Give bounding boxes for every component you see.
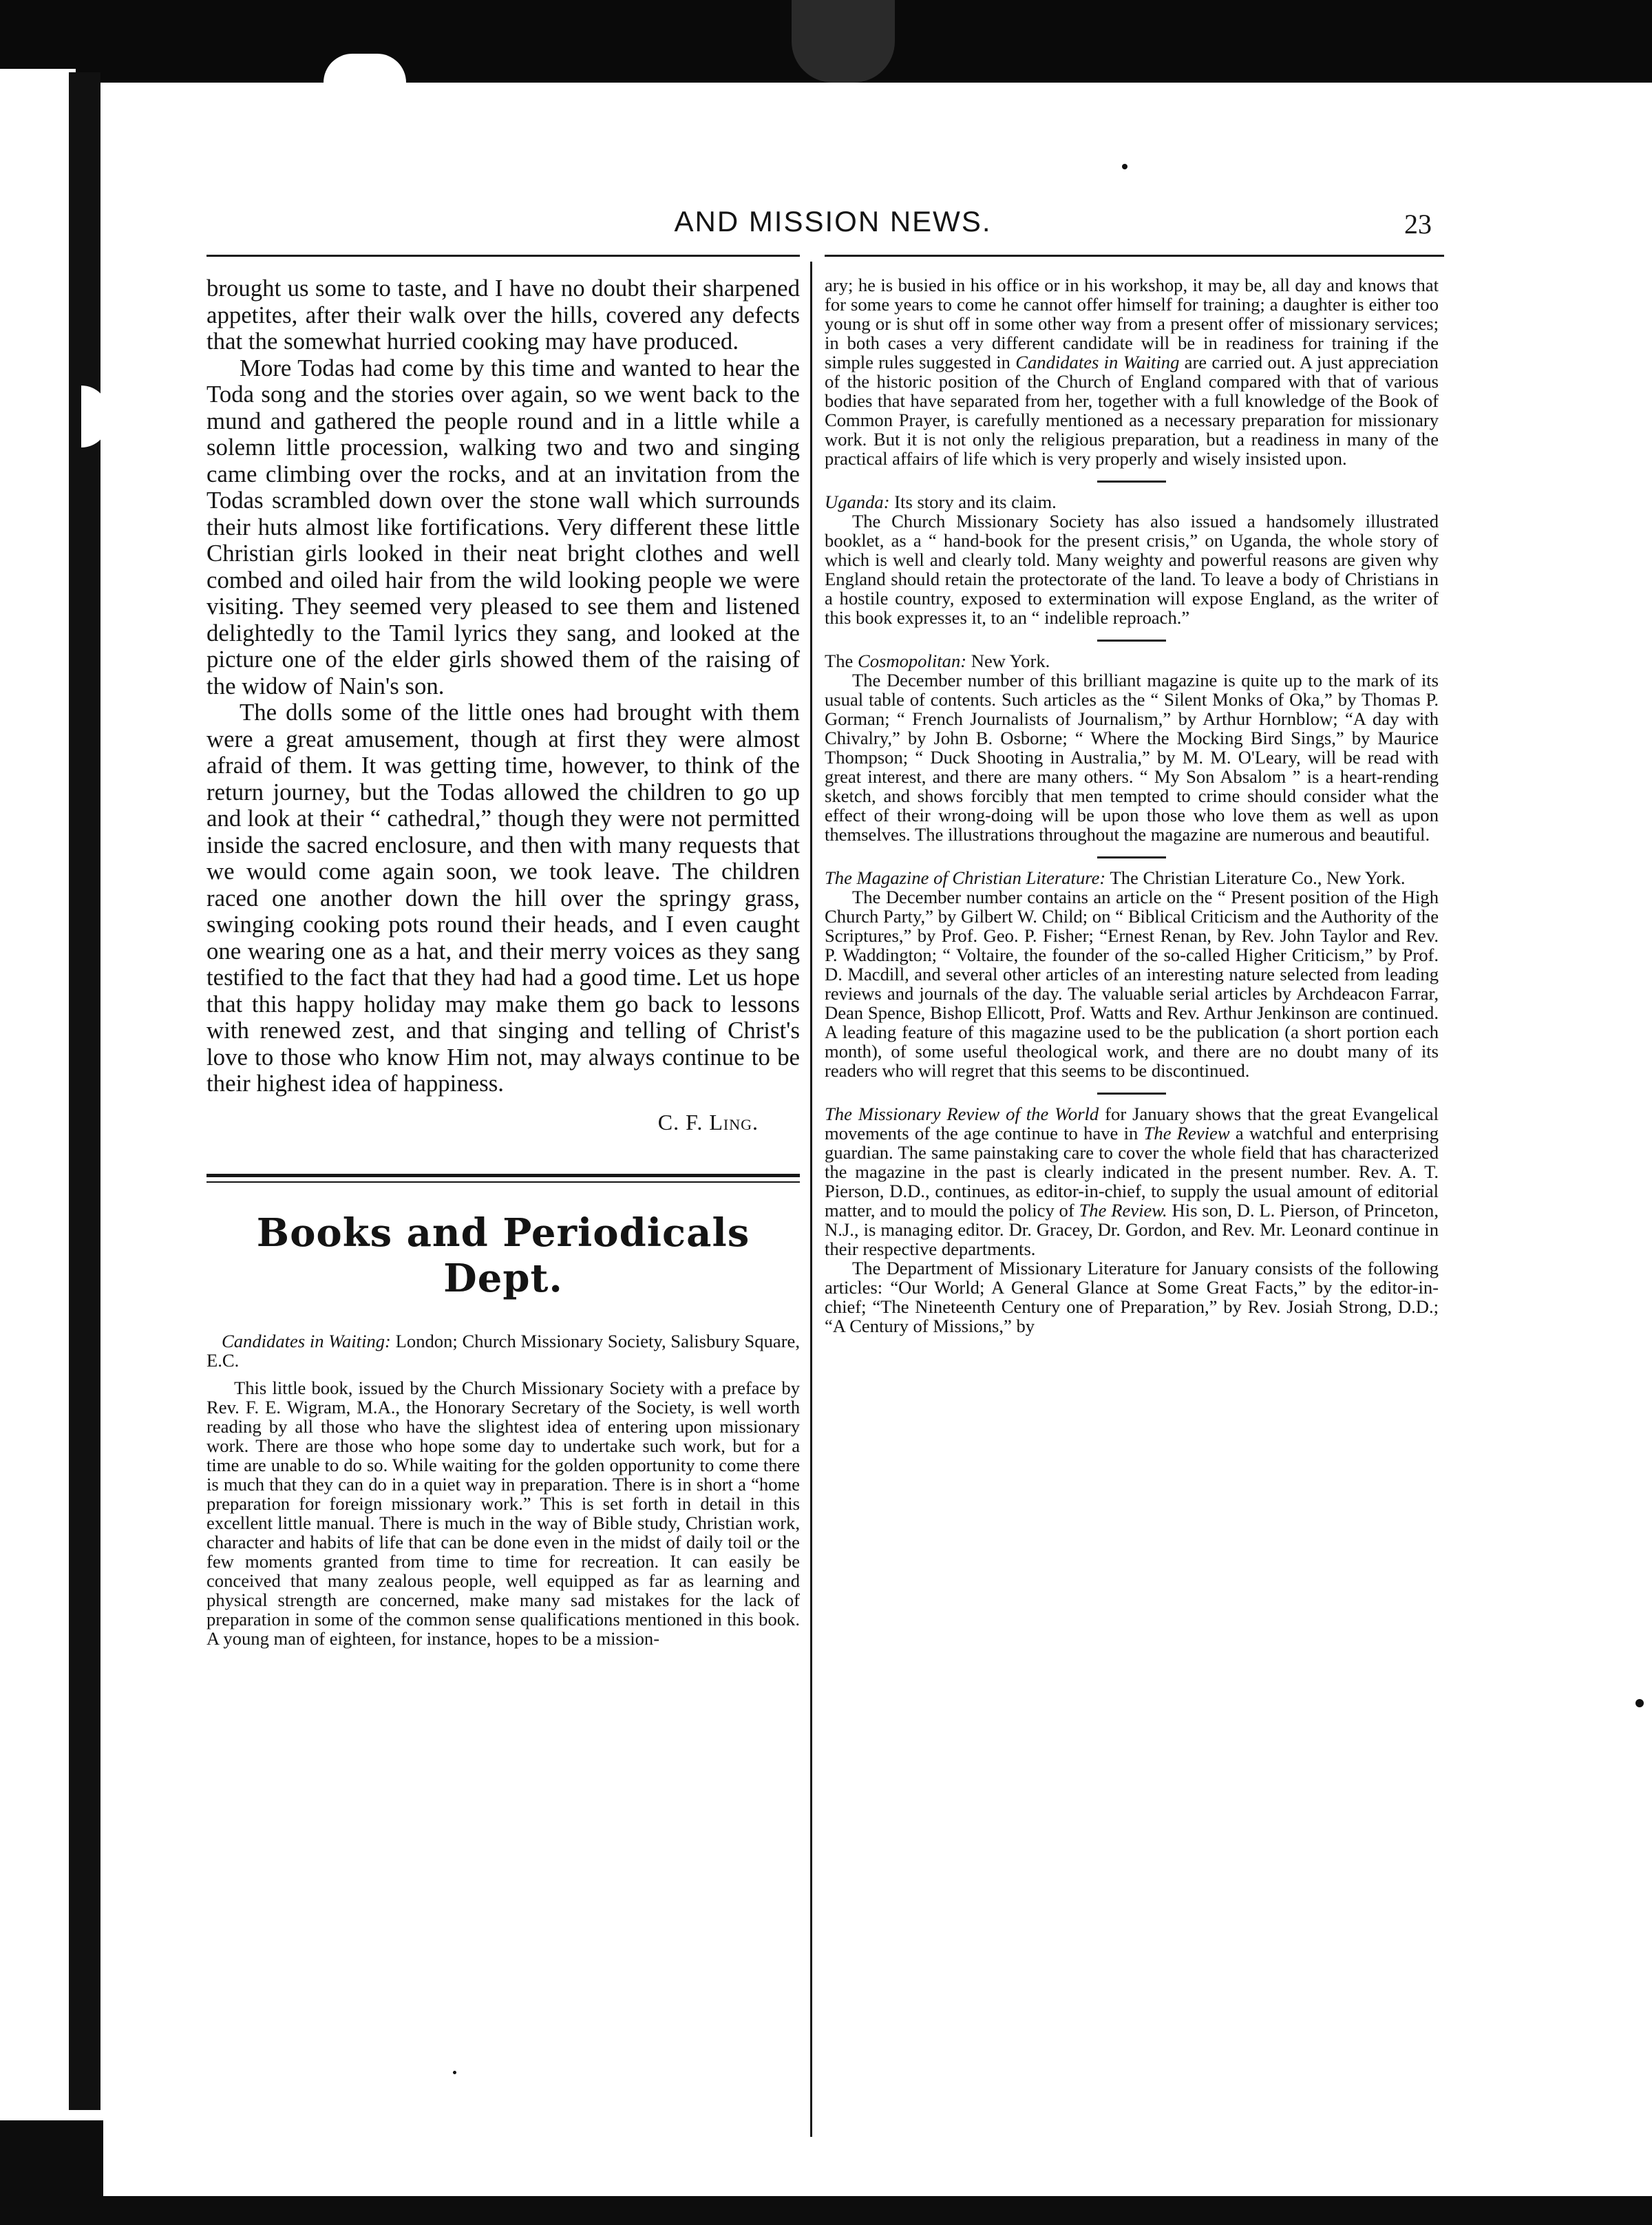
review-text: ary; he is busied in his office or in his workshop, it may be, all day and knows that for some years to come he cannot offer himself for training; a daughter is either too young or is shut off in some other way from a present offer of missionary services; in both cases a very different candidate will be in readiness for training if the simple rules suggested in bbox=[825, 275, 1439, 372]
review-paragraph: The December number of this brilliant magazine is quite up to the mark of its usual table of contents. Such articles as the “ Silent Monks of Oka,” by Thomas P. Gorman; “ French Journalists of Journalism,” by Arthur Hornblow; “A day with Chivalry,” by John B. Osborne; “ Where the Mocking Bird Sings,” by Maurice Thompson; “ Duck Shooting in Australia,” by M. M. O'Leary, will be read with great interest, and there are many others. “ My Son Absalom ” is a heart-rending sketch, and shows forcibly that men tempted to crime should consider what the effect of their wrong-doing will be upon those who love them as well as upon themselves. The illustrations throughout the magazine are numerous and beautiful. bbox=[825, 670, 1439, 845]
review-uganda bbox=[825, 492, 1439, 627]
review-title-prefix: The bbox=[825, 651, 858, 671]
article-paragraph: The dolls some of the little ones had brought with them were a great amusement, though at first they were almost afraid of them. It was getting time, however, to think of the return journey, but the Todas allowed the children to go up and look at their “ cathedral,” though they were not permitted inside the sacred enclosure, and then with many requests that we would come again soon, we took leave. The children raced one another down the hill over the springy grass, swinging cooking pots round their heads, and I even caught one wearing one as a hat, and their merry voices as they sang testified to the fact that they had had a good time. Let us hope that this happy holiday may make them go back to lessons with renewed zest, and that singing and telling of Christ's love to those who know Him not, may always continue to be their highest idea of happiness. bbox=[206, 699, 800, 1097]
review-title: Candidates in Waiting: bbox=[222, 1330, 391, 1351]
review-title: Uganda: bbox=[825, 492, 890, 512]
column-divider bbox=[810, 262, 812, 2137]
scan-border-bottom bbox=[0, 2196, 1652, 2225]
scan-stamp-mark bbox=[792, 0, 895, 83]
page-number: 23 bbox=[1404, 209, 1432, 240]
review-paragraph: This little book, issued by the Church Missionary Society with a preface by Rev. F. E. Wigram, M.A., the Honorary Secretary of the Society, is well worth reading by all those who have the slightest idea of entering upon missionary work. There are those who hope some day to undertake such work, but for a time are unable to do so. While waiting for the golden opportunity to come there is much that they can do in a quiet way in preparation. There is in short a “home preparation for foreign missionary work.” This is set forth in detail in this excellent little manual. There is much in the way of Bible study, Christian work, character and habits of life that can be done even in the midst of daily toil or the few moments granted from time to time for recreation. It can easily be conceived that many zealous people, well equipped as far as learning and physical strength are concerned, make many sad mistakes for the lack of preparation in some of the common sense qualifications mentioned in this book. A young man of eighteen, for instance, hopes to be a mission- bbox=[206, 1377, 800, 1649]
review-separator bbox=[1097, 1093, 1166, 1095]
review-citation bbox=[825, 492, 1439, 512]
article-body bbox=[206, 275, 800, 1097]
review-text: a watchful and enterprising guardian. The same painstaking care to cover the whole field that has characterized the magazine in the past is clearly indicated in the present number. Rev. A. T. Pierson, D.D., continues, as editor-in-chief, to supply the usual amount of editorial matter, and to mould the policy of bbox=[825, 1123, 1439, 1221]
review-candidates-continued bbox=[825, 275, 1439, 468]
review-inline-title: The Review bbox=[1143, 1123, 1230, 1143]
review-citation-text: New York. bbox=[966, 651, 1050, 671]
review-christian-literature bbox=[825, 868, 1439, 1080]
section-rule-thin bbox=[206, 1181, 800, 1183]
review-cosmopolitan bbox=[825, 651, 1439, 844]
review-citation bbox=[825, 651, 1439, 671]
department-heading: Books and Periodicals Dept. bbox=[256, 1210, 750, 1301]
review-separator bbox=[1097, 640, 1166, 642]
review-paragraph: The Department of Missionary Literature for January consists of the following articles: “Our World; A General Glance at Some Great Facts,” by the editor-in-chief; “The Nineteenth Century one of Preparation,” by Rev. Josiah Strong, D.D.; “A Century of Missions,” by bbox=[825, 1258, 1439, 1336]
review-inline-title: The Review. bbox=[1079, 1200, 1167, 1221]
section-rule-thick bbox=[206, 1174, 800, 1177]
scan-binding-hole bbox=[81, 386, 109, 447]
review-citation bbox=[825, 868, 1439, 887]
right-column bbox=[825, 275, 1439, 1336]
review-missionary-review bbox=[825, 1104, 1439, 1336]
running-title: AND MISSION NEWS. bbox=[674, 205, 992, 238]
review-paragraph: The December number contains an article on the “ Present position of the High Church Party,” by Gilbert W. Child; on “ Biblical Criticism and the Authority of the Scriptures,” by Prof. Geo. P. Fisher; “Ernest Renan, by Rev. John Taylor and Rev. P. Waddington; “ Voltaire, the founder of the so-called Higher Criticism,” by Prof. D. Macdill, and several other articles of an interesting nature selected from leading reviews and journals of the day. The valuable serial articles by Archdeacon Farrar, Dean Spence, Bishop Ellicott, Prof. Watts and Rev. Arthur Jenkinson are continued. A leading feature of this magazine used to be the publication (a short portion each month), of some useful theological work, and there are no doubt many of its readers who will regret that this seems to be discontinued. bbox=[825, 887, 1439, 1081]
article-paragraph: More Todas had come by this time and wanted to hear the Toda song and the stories over again, so we went back to the mund and gathered the people round and in a little while a solemn little procession, walking two and two and singing came climbing over the rocks, and at an invitation from the Todas scrambled down over the stone wall which surrounds their huts almost like fortifications. Very different these little Christian girls looked in their neat bright clothes and well combed and oiled hair from the wild looking people we were visiting. They seemed very pleased to see them and listened delightedly to the Tamil lyrics they sang, and looked at the picture one of the elder girls showed them of the raising of the widow of Nain's son. bbox=[206, 354, 800, 699]
scan-margin-left bbox=[0, 69, 76, 2225]
scan-border-left bbox=[69, 72, 100, 2110]
review-paragraph: The Church Missionary Society has also issued a handsomely illustrated booklet, as a “ hand-book for the present crisis,” on Uganda, the whole story of which is well and clearly told. Many weighty and powerful reasons are given why England should retain the protectorate of the land. To leave a body of Christians in a hostile country, exposed to extermination will expose England, as the writer of this book expresses it, to an “ indelible reproach.” bbox=[825, 511, 1439, 628]
scan-speck bbox=[1635, 1699, 1644, 1707]
signature-initials: C. F. bbox=[657, 1109, 710, 1135]
review-text: are carried out. A just appreciation of the historic position of the Church of England compared with that of various bodies that have separated from her, together with a full knowledge of the Book of Common Prayer, is carefully mentioned as a necessary preparation for missionary work. But it is not only the religious preparation, but a readiness in many of the practical affairs of life which is very properly and wisely insisted upon. bbox=[825, 352, 1439, 469]
left-column bbox=[206, 275, 800, 1648]
article-paragraph: brought us some to taste, and I have no doubt their sharpened appetites, after their walk over the hills, covered any defects that the somewhat hurried cooking may have produced. bbox=[206, 275, 800, 355]
review-inline-title: Candidates in Waiting bbox=[1015, 352, 1180, 372]
review-title: The Missionary Review of the World bbox=[825, 1104, 1099, 1124]
review-separator bbox=[1097, 856, 1166, 858]
review-citation bbox=[206, 1331, 800, 1370]
review-citation-text: London; Church Missionary Society, Salisbury Square, E.C. bbox=[206, 1330, 800, 1371]
review-title: The Magazine of Christian Literature: bbox=[825, 867, 1106, 888]
signature-name: Ling. bbox=[709, 1109, 759, 1135]
review-text: His son, D. L. Pierson, of Princeton, N.J., is managing editor. Dr. Gracey, Dr. Gordon, and Rev. Mr. Leonard continue in their respective departments. bbox=[825, 1200, 1439, 1259]
header-rule-left bbox=[206, 255, 800, 257]
scan-speck bbox=[453, 2071, 456, 2074]
review-separator bbox=[1097, 481, 1166, 483]
review-citation-text: Its story and its claim. bbox=[889, 492, 1057, 512]
review-title: Cosmopolitan: bbox=[858, 651, 967, 671]
article-signature bbox=[206, 1110, 759, 1135]
review-paragraph bbox=[825, 275, 1439, 468]
review-citation-text: The Christian Literature Co., New York. bbox=[1105, 867, 1406, 888]
review-paragraph bbox=[825, 1104, 1439, 1258]
review-text: for January shows that the great Evangelical movements of the age continue to have in bbox=[825, 1104, 1439, 1143]
review-candidates-in-waiting bbox=[206, 1331, 800, 1648]
scan-speck bbox=[1122, 164, 1127, 169]
running-head bbox=[206, 205, 1459, 246]
header-rule-right bbox=[825, 255, 1444, 257]
